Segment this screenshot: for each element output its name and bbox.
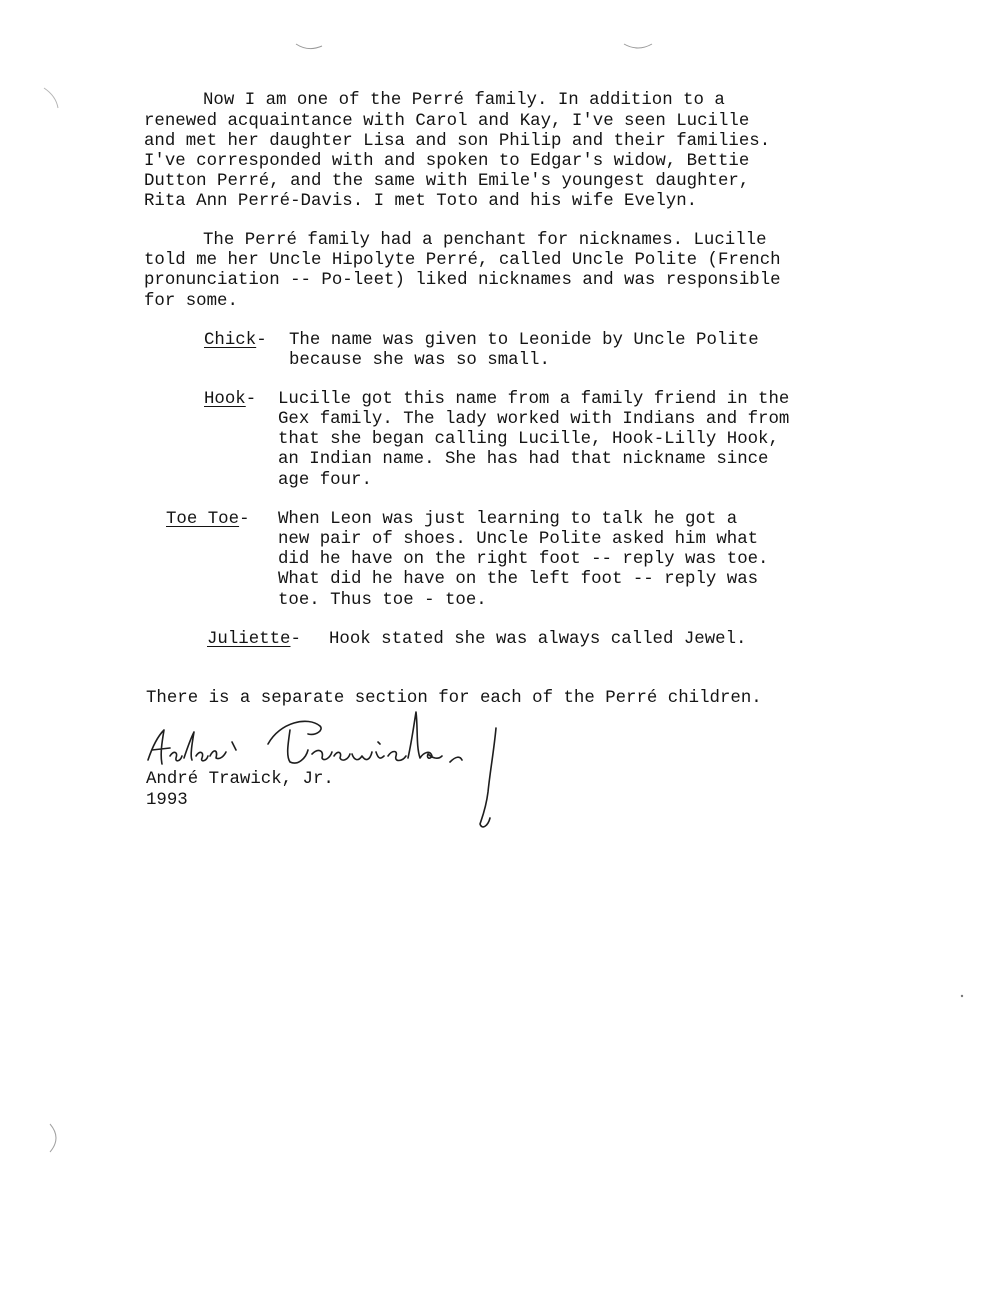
nickname-text-line: The name was given to Leonide by Uncle Polite [289,331,759,350]
nickname-text-line: Hook stated she was always called Jewel. [329,630,747,649]
text-line: for some. [144,292,238,311]
nickname-text-line: did he have on the right foot -- reply was toe. [278,550,769,569]
nickname-text-line: Gex family. The lady worked with Indians and from [278,410,790,429]
nickname-text-line: Lucille got this name from a family friend in the [278,390,790,409]
nickname-text-line: an Indian name. She has had that nickname since [278,450,769,469]
nickname-text-line: What did he have on the left foot -- reply was [278,570,759,589]
text-line: I've corresponded with and spoken to Edgar's widow, Bettie [144,152,750,171]
nickname-label: Juliette [207,630,291,649]
text-line: told me her Uncle Hipolyte Perré, called Uncle Polite (French [144,251,781,270]
text-line: Now I am one of the Perré family. In addition to a [203,91,725,110]
nickname-label: Toe Toe [166,510,240,529]
nickname-text-line: When Leon was just learning to talk he got a [278,510,738,529]
nickname-text-line: that she began calling Lucille, Hook-Lilly Hook, [278,430,779,449]
nickname-text-line: new pair of shoes. Uncle Polite asked him what [278,530,759,549]
nickname-text-line: toe. Thus toe - toe. [278,591,487,610]
nickname-text-line: age four. [278,471,372,490]
nickname-label: Hook [204,390,246,409]
signer-name: André Trawick, Jr. [146,770,334,789]
text-line: The Perré family had a penchant for nicknames. Lucille [203,231,767,250]
text-line: Dutton Perré, and the same with Emile's youngest daughter, [144,172,750,191]
text-line: pronunciation -- Po-leet) liked nicknames and was responsible [144,271,781,290]
nickname-label: Chick [204,331,257,350]
closing-line: There is a separate section for each of the Perré children. [146,689,762,708]
nickname-term: Hook- [204,390,257,409]
text-line: renewed acquaintance with Carol and Kay, I've seen Lucille [144,112,750,131]
nickname-term: Chick- [204,331,267,350]
nickname-text-line: because she was so small. [289,351,550,370]
nickname-term: Juliette- [207,630,301,649]
signature-year: 1993 [146,791,188,810]
text-line: Rita Ann Perré-Davis. I met Toto and his wife Evelyn. [144,192,698,211]
nickname-term: Toe Toe- [166,510,250,529]
text-line: and met her daughter Lisa and son Philip and their families. [144,132,771,151]
